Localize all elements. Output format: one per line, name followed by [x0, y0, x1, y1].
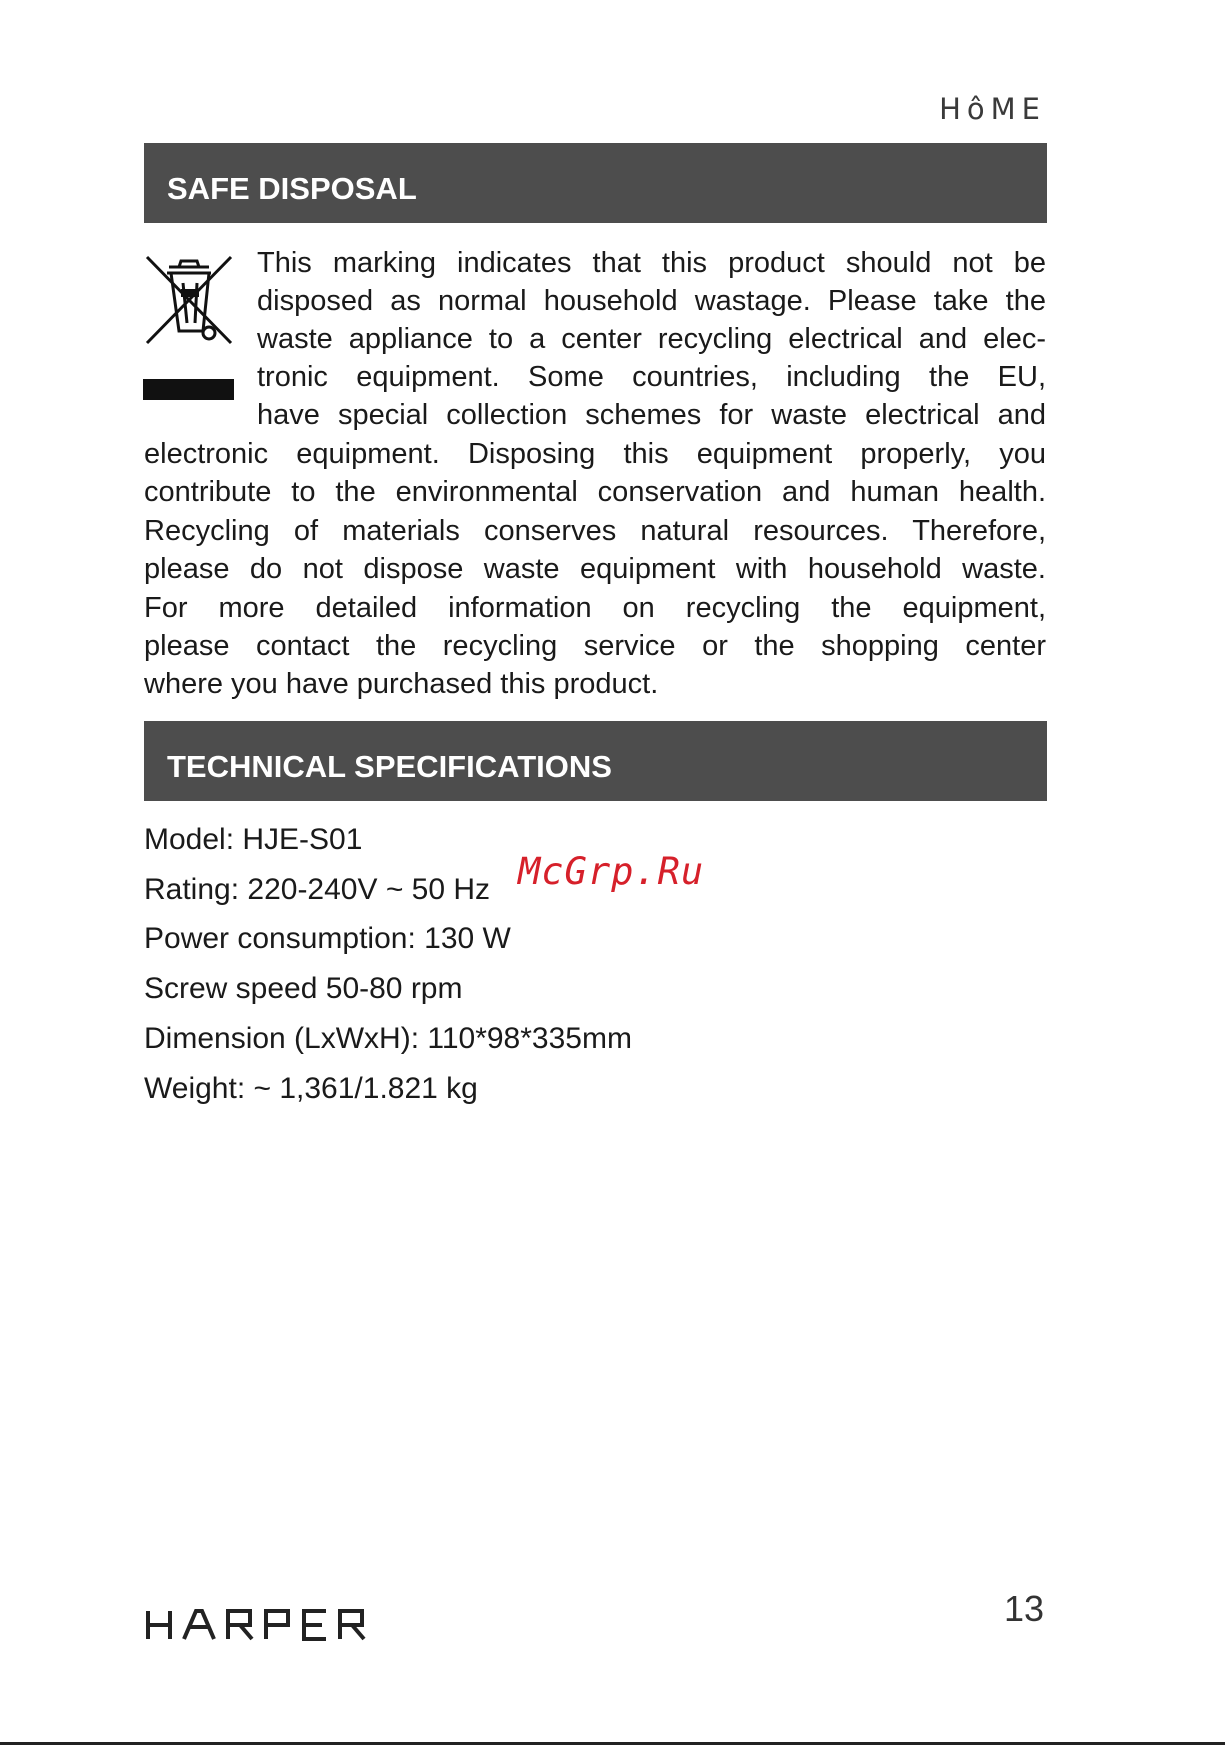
spec-weight: Weight: ~ 1,361/1.821 kg: [144, 1072, 478, 1105]
weee-underline-bar: [143, 379, 234, 400]
spec-model: Model: HJE-S01: [144, 823, 363, 856]
technical-specifications-title: TECHNICAL SPECIFICATIONS: [167, 749, 612, 784]
paragraph-line: tronic equipment. Some countries, including the EU,: [257, 361, 1046, 393]
weee-crossed-bin-icon: [143, 251, 235, 347]
spec-power: Power consumption: 130 W: [144, 922, 511, 955]
watermark-text: McGrp.Ru: [518, 850, 705, 893]
paragraph-line: waste appliance to a center recycling electrical and elec-: [257, 323, 1046, 355]
paragraph-line: have special collection schemes for waste electrical and: [257, 399, 1046, 431]
spec-dimension: Dimension (LxWxH): 110*98*335mm: [144, 1022, 632, 1055]
home-brand-mark: HôME: [939, 92, 1046, 126]
paragraph-line: Recycling of materials conserves natural resources. Therefore,: [144, 515, 1046, 547]
paragraph-line: contribute to the environmental conservation and human health.: [144, 476, 1046, 508]
technical-specifications-header: [144, 721, 1047, 801]
safe-disposal-title: SAFE DISPOSAL: [167, 171, 417, 206]
paragraph-line: disposed as normal household wastage. Please take the: [257, 285, 1046, 317]
harper-logo: [146, 1609, 368, 1641]
spec-screw-speed: Screw speed 50-80 rpm: [144, 972, 463, 1005]
paragraph-line: electronic equipment. Disposing this equipment properly, you: [144, 438, 1046, 470]
page-number: 13: [1003, 1588, 1044, 1629]
safe-disposal-header: [144, 143, 1047, 223]
spec-rating: Rating: 220-240V ~ 50 Hz: [144, 873, 491, 906]
paragraph-line: please do not dispose waste equipment with household waste.: [144, 553, 1046, 585]
paragraph-line: This marking indicates that this product should not be: [257, 247, 1046, 279]
paragraph-line: where you have purchased this product.: [144, 668, 659, 700]
paragraph-line: please contact the recycling service or the shopping center: [144, 630, 1046, 662]
paragraph-line: For more detailed information on recycling the equipment,: [144, 592, 1046, 624]
